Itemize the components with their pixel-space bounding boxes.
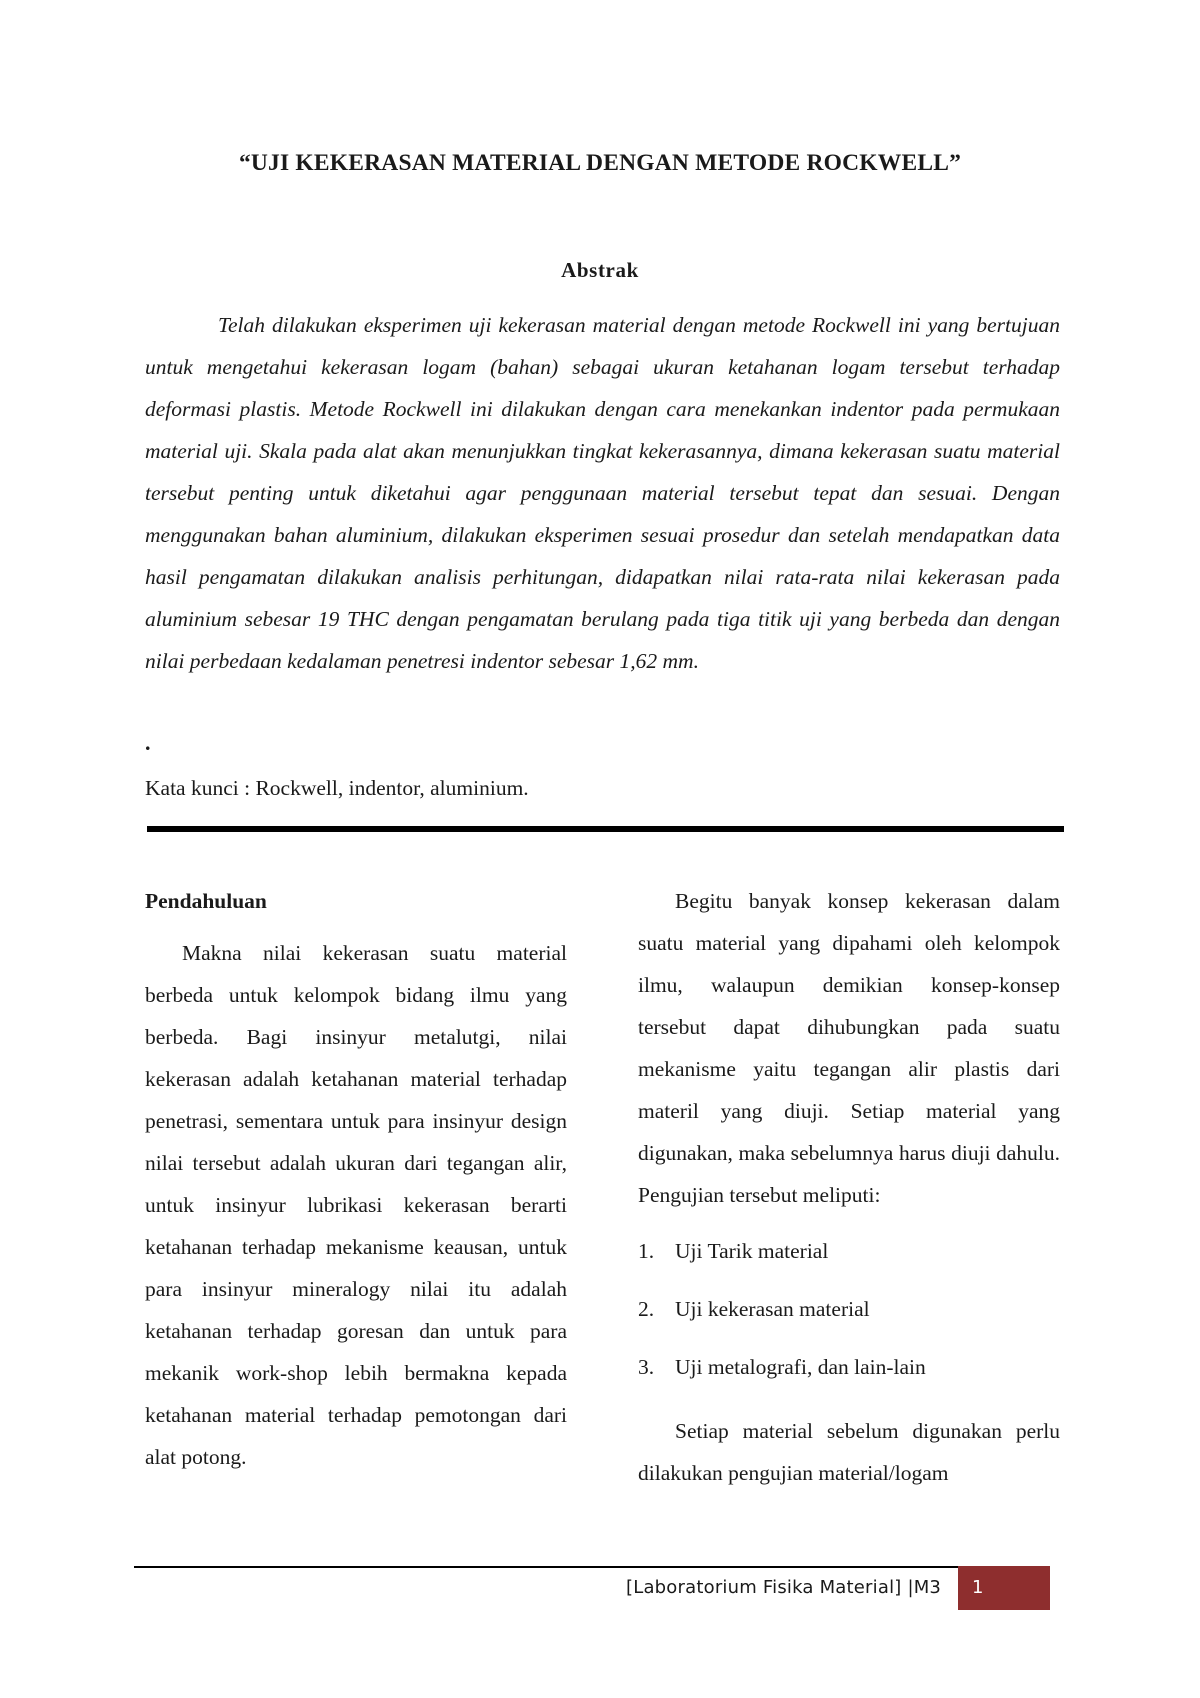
abstract-heading: Abstrak bbox=[561, 258, 639, 282]
page-number: 1 bbox=[958, 1566, 1050, 1610]
testing-paragraph: Setiap material sebelum digunakan perlu dilakukan pengujian material/logam bbox=[638, 1419, 1060, 1485]
paper-title: “UJI KEKERASAN MATERIAL DENGAN METODE ROCKWELL” bbox=[238, 150, 962, 176]
intro-paragraph: Makna nilai kekerasan suatu material berbeda untuk kelompok bidang ilmu yang berbeda. Bagi insinyur metalutgi, nilai kekerasan adalah ketahanan material terhadap penetrasi, sementara untuk para insinyur design nilai tersebut adalah ukuran dari tegangan alir, untuk insinyur lubrikasi kekerasan berarti ketahanan terhadap mekanisme keausan, untuk para insinyur mineralogy nilai itu adalah ketahanan terhadap goresan dan untuk para mekanik work-shop lebih bermakna kepada ketahanan material terhadap pemotongan dari alat potong. bbox=[145, 941, 567, 1469]
list-item bbox=[638, 1288, 1060, 1346]
concept-paragraph: Begitu banyak konsep kekerasan dalam suatu material yang dipahami oleh kelompok ilmu, walaupun demikian konsep-konsep tersebut dapat dihubungkan pada suatu mekanisme yaitu tegangan alir plastis dari materil yang diuji. Setiap material yang digunakan, maka sebelumnya harus diuji dahulu. Pengujian tersebut meliputi: bbox=[638, 889, 1060, 1207]
abstract-text: Telah dilakukan eksperimen uji kekerasan material dengan metode Rockwell ini yang bertujuan untuk mengetahui kekerasan logam (bahan) sebagai ukuran ketahanan logam tersebut terhadap deformasi plastis. Metode Rockwell ini dilakukan dengan cara menekankan indentor pada permukaan material uji. Skala pada alat akan menunjukkan tingkat kekerasannya, dimana kekerasan suatu material tersebut penting untuk diketahui agar penggunaan material tersebut tepat dan sesuai. Dengan menggunakan bahan aluminium, dilakukan eksperimen sesuai prosedur dan setelah mendapatkan data hasil pengamatan dilakukan analisis perhitungan, didapatkan nilai rata-rata nilai kekerasan pada aluminium sebesar 19 THC dengan pengamatan berulang pada tiga titik uji yang berbeda dan dengan nilai perbedaan kedalaman penetresi indentor sebesar 1,62 mm. bbox=[145, 313, 1060, 673]
section-divider bbox=[147, 826, 1064, 832]
footer-label: [Laboratorium Fisika Material] |M3 bbox=[626, 1577, 942, 1598]
list-item-text: Uji kekerasan material bbox=[675, 1297, 870, 1321]
abstract-dot: . bbox=[145, 730, 151, 755]
test-list bbox=[638, 1230, 1060, 1404]
left-column bbox=[145, 880, 567, 1478]
keywords: Kata kunci : Rockwell, indentor, aluminium. bbox=[145, 776, 529, 800]
list-item bbox=[638, 1346, 1060, 1404]
list-item-number: 1. bbox=[638, 1239, 655, 1263]
right-column bbox=[638, 880, 1060, 1494]
list-item-number: 2. bbox=[638, 1297, 655, 1321]
list-item bbox=[638, 1230, 1060, 1288]
list-item-number: 3. bbox=[638, 1355, 655, 1379]
list-item-text: Uji Tarik material bbox=[675, 1239, 829, 1263]
footer-rule bbox=[134, 1566, 1043, 1568]
list-item-text: Uji metalografi, dan lain-lain bbox=[675, 1355, 926, 1379]
section-heading-pendahuluan: Pendahuluan bbox=[145, 889, 267, 913]
